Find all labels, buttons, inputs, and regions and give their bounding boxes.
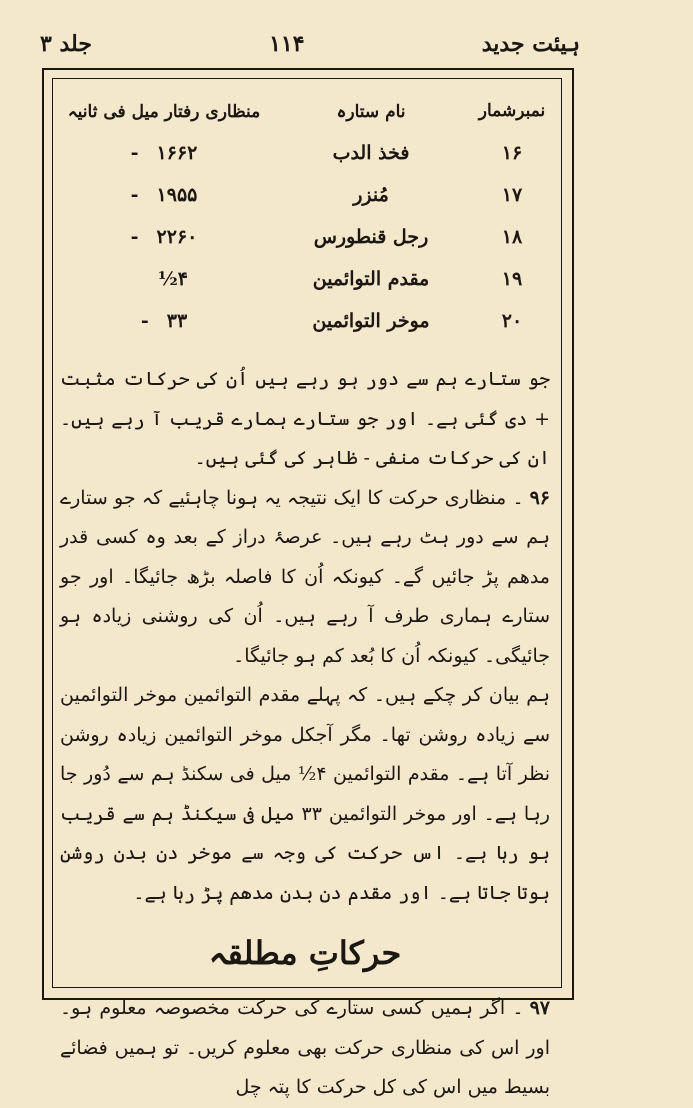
row-number: ۱۹: [501, 268, 523, 290]
star-name: مقدم التوائمین: [312, 268, 430, 290]
star-name: موخر التوائمین: [312, 310, 430, 332]
star-name: رجل قنطورس: [313, 226, 429, 248]
speed-value: ۲۲۶۰: [156, 226, 198, 248]
header-number: نمبرشمار: [478, 101, 546, 121]
paragraph-text: جو ستارے ہم سے دور ہو رہے ہیں اُن کی حرکات مثبت + دی گئی ہے۔ اور جو ستارے ہمارے قریب آ رہے ہیں۔ ان کی حرکات منفی - ظاہر کی گئی ہیں۔: [60, 368, 550, 469]
paragraph-text: ۔ منظاری حرکت کا ایک نتیجہ یہ ہونا چاہئیے کہ جو ستارے ہم سے دور ہٹ رہے ہیں۔ عرصۂ دراز کے بعد وہ کسی قدر مدھم پڑ جائیں گے۔ کیونکہ اُن کا فاصلہ بڑھ جائیگا۔ اور جو ستارے ہماری طرف آ رہے ہیں۔ اُن کی روشنی زیادہ ہو جائیگی۔ کیونکہ اُن کا بُعد کم ہو جائیگا۔: [60, 486, 550, 667]
paragraph-number: ۹۷: [529, 997, 550, 1019]
sign-dash: -: [140, 310, 149, 332]
paragraph: [60, 989, 550, 1108]
sign-dash: -: [130, 142, 139, 164]
speed-value: ۳۳: [166, 310, 188, 332]
radial-speed: [60, 226, 268, 248]
table-row: [60, 174, 550, 216]
book-title: ہیئت جدید: [481, 31, 580, 57]
speed-value: ۱۶۶۲: [156, 142, 198, 164]
volume-label: جلد ۳: [40, 31, 92, 57]
row-number: ۱۸: [501, 226, 523, 248]
running-header: [40, 24, 580, 64]
radial-speed: [60, 142, 268, 164]
paragraph-number: ۹۶: [529, 486, 550, 509]
table-row: [60, 132, 550, 174]
page-content: [60, 90, 550, 1108]
header-radial-speed: منظاری رفتار میل فی ثانیہ: [67, 101, 261, 122]
radial-speed: [60, 184, 268, 206]
paragraph: [60, 360, 550, 479]
star-name: فخذ الدب: [332, 142, 410, 164]
table-row: [60, 300, 550, 342]
paragraph: [60, 479, 550, 677]
speed-value: ۱۹۵۵: [156, 184, 198, 206]
paragraph-text: ۔ اگر ہمیں کسی ستارے کی حرکت مخصوصہ معلوم ہو۔ اور اس کی منظاری حرکت بھی معلوم کریں۔ تو ہمیں فضائے بسیط میں اس کی کل حرکت کا پتہ چل: [60, 997, 550, 1098]
row-number: ۱۷: [501, 184, 523, 206]
table-header: [60, 90, 550, 132]
page-number: ۱۱۴: [269, 31, 305, 57]
table-row: [60, 216, 550, 258]
speed-value: ۴½: [157, 268, 189, 290]
star-name: مُنزر: [353, 184, 389, 206]
section-heading: حرکاتِ مطلقہ: [208, 934, 402, 972]
radial-speed: [60, 310, 268, 332]
paragraph: [60, 676, 550, 913]
radial-speed: [60, 268, 268, 290]
row-number: ۱۶: [501, 142, 523, 164]
sign-dash: -: [130, 226, 139, 248]
row-number: ۲۰: [501, 310, 523, 332]
sign-dash: -: [130, 184, 139, 206]
body-text: [60, 360, 550, 913]
header-star-name: نام ستارہ: [336, 101, 406, 122]
table-row: [60, 258, 550, 300]
paragraph-text: ہم بیان کر چکے ہیں۔ کہ پہلے مقدم التوائمین موخر التوائمین سے زیادہ روشن تھا۔ مگر آجکل موخر التوائمین زیادہ روشن نظر آتا ہے۔ مقدم التوائمین ۴½ میل فی سکنڈ ہم سے دُور جا رہا ہے۔ اور موخر التوائمین ۳۳ میل فی سیکنڈ ہم سے قریب ہو رہا ہے۔ اس حرکت کی وجہ سے موخر دن بدن روشن ہوتا جاتا ہے۔ اور مقدم دن بدن مدھم پڑ رہا ہے۔: [60, 684, 551, 904]
